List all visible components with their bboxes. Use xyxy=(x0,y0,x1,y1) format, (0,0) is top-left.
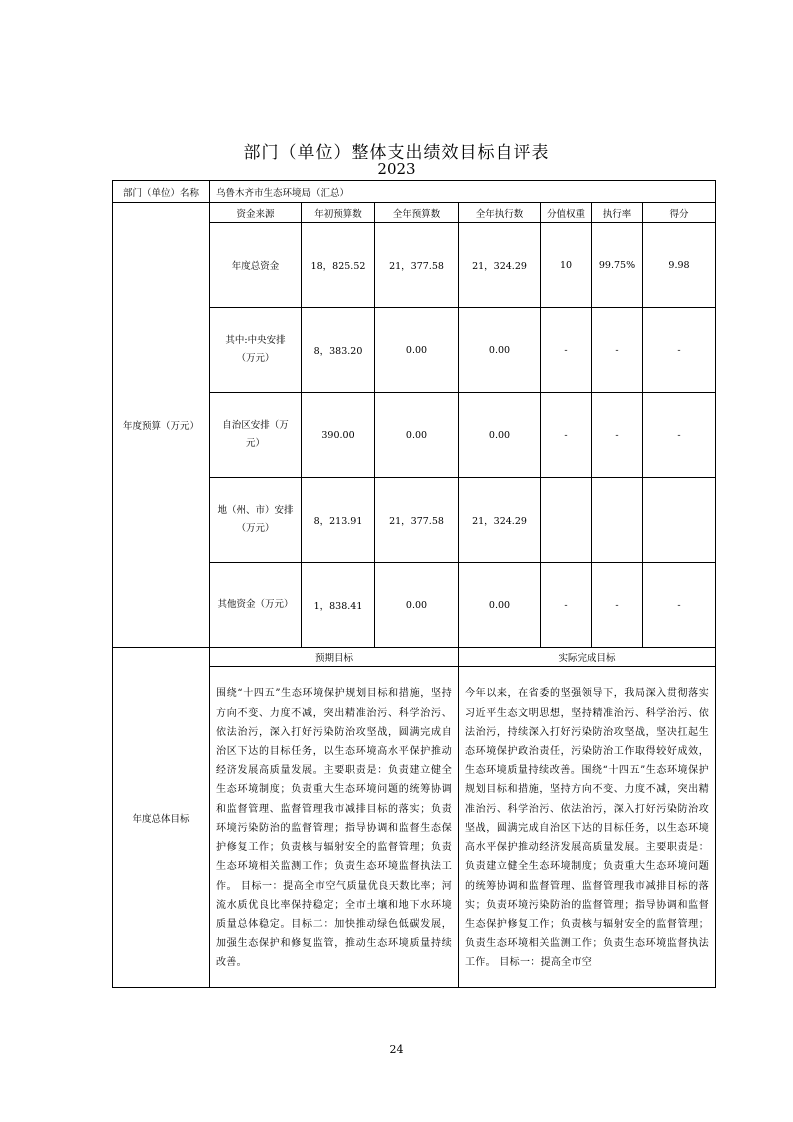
actual-goal-text: 今年以来，在省委的坚强领导下，我局深入贯彻落实习近平生态文明思想，坚持精准治污、科学治污、依法治污，持续深入打好污染防治攻坚战，坚决扛起生态环境保护政治责任，污染防治工作取得较好成效，生态环境质量持续改善。围绕“十四五”生态环境保护规划目标和措施，坚持方向不变、力度不减，突出精准治污、科学治污、依法治污，深入打好污染防治攻坚战，圆满完成自治区下达的目标任务，以生态环境高水平保护推动经济发展高质量发展。主要职责是：负责建立健全生态环境制度；负责重大生态环境问题的统筹协调和监督管理、监督管理我市减排目标的落实；负责环境污染防治的监督管理；指导协调和监督生态保护修复工作；负责核与辐射安全的监督管理；负责生态环境相关监测工作；负责生态环境监督执法工作。 目标一：提高全市空 xyxy=(465,688,710,969)
expected-goal-header: 预期目标 xyxy=(210,648,459,667)
annual-budget-label: 年度预算（万元） xyxy=(113,203,210,648)
row-score: - xyxy=(643,393,716,478)
row-source: 其他资金（万元） xyxy=(210,563,302,648)
report-year: 2023 xyxy=(377,160,416,178)
overall-goal-label: 年度总体目标 xyxy=(113,648,210,988)
row-initial: 18，825.52 xyxy=(302,223,375,308)
row-score xyxy=(643,478,716,563)
row-rate: - xyxy=(592,393,643,478)
header-initial: 年初预算数 xyxy=(302,203,375,223)
unit-name: 乌鲁木齐市生态环境局（汇总） xyxy=(210,181,716,203)
row-executed: 21，324.29 xyxy=(459,223,541,308)
unit-label: 部门（单位）名称 xyxy=(113,181,210,203)
page-title: 部门（单位）整体支出绩效目标自评表 xyxy=(243,143,550,163)
actual-goal-cell xyxy=(459,667,716,988)
header-weight: 分值权重 xyxy=(541,203,592,223)
row-weight: - xyxy=(541,308,592,393)
row-weight: 10 xyxy=(541,223,592,308)
row-source: 地（州、市）安排（万元） xyxy=(210,478,302,563)
row-initial: 8，213.91 xyxy=(302,478,375,563)
row-source: 其中:中央安排（万元） xyxy=(210,308,302,393)
expected-goal-cell xyxy=(210,667,459,988)
header-source: 资金来源 xyxy=(210,203,302,223)
row-score: - xyxy=(643,308,716,393)
row-rate: 99.75% xyxy=(592,223,643,308)
row-score: - xyxy=(643,563,716,648)
row-source: 年度总资金 xyxy=(210,223,302,308)
row-initial: 8，383.20 xyxy=(302,308,375,393)
row-rate xyxy=(592,478,643,563)
header-executed: 全年执行数 xyxy=(459,203,541,223)
row-source: 自治区安排（万元） xyxy=(210,393,302,478)
row-executed: 0.00 xyxy=(459,308,541,393)
row-full-year: 0.00 xyxy=(375,563,459,648)
row-initial: 390.00 xyxy=(302,393,375,478)
row-full-year: 21，377.58 xyxy=(375,223,459,308)
row-full-year: 0.00 xyxy=(375,393,459,478)
row-weight: - xyxy=(541,563,592,648)
header-score: 得分 xyxy=(643,203,716,223)
page-number: 24 xyxy=(389,1043,404,1056)
row-executed: 0.00 xyxy=(459,393,541,478)
actual-goal-header: 实际完成目标 xyxy=(459,648,716,667)
row-rate: - xyxy=(592,563,643,648)
row-initial: 1，838.41 xyxy=(302,563,375,648)
row-executed: 0.00 xyxy=(459,563,541,648)
expected-goal-text: 围绕“十四五”生态环境保护规划目标和措施，坚持方向不变、力度不减，突出精准治污、科学治污、依法治污，深入打好污染防治攻坚战，圆满完成自治区下达的目标任务，以生态环境高水平保护推动经济发展高质量发展。主要职责是：负责建立健全生态环境制度；负责重大生态环境问题的统筹协调和监督管理、监督管理我市减排目标的落实；负责环境污染防治的监督管理；指导协调和监督生态保护修复工作；负责核与辐射安全的监督管理；负责生态环境相关监测工作；负责生态环境监督执法工作。 目标一：提高全市空气质量优良天数比率；河流水质优良比率保持稳定；全市土壤和地下水环境质量总体稳定。目标二：加快推动绿色低碳发展，加强生态保护和修复监管，推动生态环境质量持续改善。 xyxy=(216,688,452,969)
row-full-year: 21，377.58 xyxy=(375,478,459,563)
header-rate: 执行率 xyxy=(592,203,643,223)
row-full-year: 0.00 xyxy=(375,308,459,393)
row-executed: 21，324.29 xyxy=(459,478,541,563)
header-full-year: 全年预算数 xyxy=(375,203,459,223)
row-rate: - xyxy=(592,308,643,393)
row-weight: - xyxy=(541,393,592,478)
performance-table xyxy=(112,180,716,988)
row-score: 9.98 xyxy=(643,223,716,308)
row-weight xyxy=(541,478,592,563)
